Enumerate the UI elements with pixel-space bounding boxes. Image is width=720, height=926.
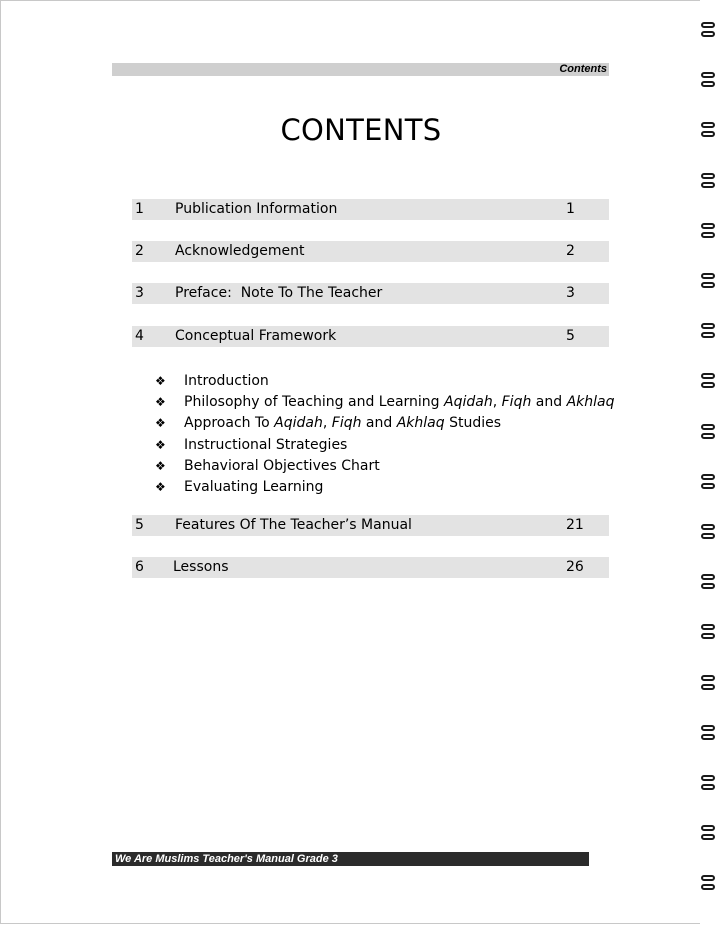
sublist-item-text: Behavioral Objectives Chart (184, 457, 380, 474)
toc-page-number: 3 (566, 285, 575, 301)
toc-page-number: 1 (566, 201, 575, 217)
spiral-coil-icon (699, 773, 720, 795)
diamond-bullet-icon: ❖ (155, 416, 166, 431)
diamond-bullet-icon: ❖ (155, 437, 166, 452)
toc-page-number: 21 (566, 517, 584, 533)
toc-label: Acknowledgement (175, 243, 305, 259)
spiral-coil-icon (699, 371, 720, 393)
italic-term: Aqidah (274, 415, 323, 432)
toc-number: 4 (135, 328, 144, 344)
spiral-coil-icon (699, 171, 720, 193)
toc-page-number: 2 (566, 243, 575, 259)
toc-number: 2 (135, 243, 144, 259)
toc-number: 3 (135, 285, 144, 301)
footer-text: We Are Muslims Teacher's Manual Grade 3 (115, 853, 338, 865)
italic-term: Akhlaq (566, 394, 615, 411)
toc-row (132, 326, 609, 347)
separator-text: , (492, 394, 502, 411)
toc-number: 6 (135, 559, 144, 575)
toc-label: Features Of The Teacher’s Manual (175, 517, 412, 533)
italic-term: Fiqh (331, 415, 362, 432)
diamond-bullet-icon: ❖ (155, 479, 166, 494)
sublist-item-suffix: Studies (444, 415, 502, 432)
spiral-coil-icon (699, 622, 720, 644)
page-title: CONTENTS (280, 113, 442, 147)
separator-text: , (322, 415, 332, 432)
spiral-coil-icon (699, 70, 720, 92)
list-item (155, 477, 615, 498)
italic-term: Fiqh (501, 394, 532, 411)
toc-label: Conceptual Framework (175, 328, 337, 344)
toc-row (132, 557, 609, 578)
spiral-coil-icon (699, 873, 720, 895)
toc-label: Publication Information (175, 201, 338, 217)
conceptual-framework-sublist (155, 371, 615, 498)
list-item (155, 392, 615, 413)
toc-row (132, 199, 609, 220)
list-item (155, 435, 615, 456)
sublist-item-text: Philosophy of Teaching and Learning (184, 394, 445, 411)
toc-label: Preface: Note To The Teacher (175, 285, 383, 301)
spiral-coil-icon (699, 472, 720, 494)
toc-number: 5 (135, 517, 144, 533)
italic-term: Akhlaq (396, 415, 445, 432)
header-section-label: Contents (559, 63, 607, 75)
spiral-coil-icon (699, 20, 720, 42)
toc-label: Lessons (173, 559, 229, 575)
footer-bar (112, 852, 589, 866)
list-item (155, 456, 615, 477)
toc-row (132, 241, 609, 262)
diamond-bullet-icon: ❖ (155, 458, 166, 473)
spiral-coil-icon (699, 271, 720, 293)
list-item (155, 371, 615, 392)
spiral-coil-icon (699, 522, 720, 544)
spiral-coil-icon (699, 723, 720, 745)
list-item (155, 413, 615, 434)
conjunction-text: and (361, 415, 397, 432)
spiral-coil-icon (699, 120, 720, 142)
spiral-coil-icon (699, 572, 720, 594)
spiral-coil-icon (699, 823, 720, 845)
header-bar (112, 63, 609, 76)
toc-page-number: 5 (566, 328, 575, 344)
spiral-coil-icon (699, 221, 720, 243)
diamond-bullet-icon: ❖ (155, 395, 166, 410)
sublist-item-text: Approach To (184, 415, 275, 432)
conjunction-text: and (531, 394, 567, 411)
spiral-binding-icon (699, 20, 720, 920)
sublist-item-text: Instructional Strategies (184, 436, 348, 453)
sublist-item-text: Introduction (184, 373, 269, 389)
spiral-coil-icon (699, 673, 720, 695)
toc-row (132, 515, 609, 536)
spiral-coil-icon (699, 321, 720, 343)
spiral-coil-icon (699, 422, 720, 444)
sublist-item-text: Evaluating Learning (184, 478, 324, 495)
toc-row (132, 283, 609, 304)
italic-term: Aqidah (444, 394, 493, 411)
diamond-bullet-icon: ❖ (155, 374, 166, 388)
toc-number: 1 (135, 201, 144, 217)
toc-page-number: 26 (566, 559, 584, 575)
